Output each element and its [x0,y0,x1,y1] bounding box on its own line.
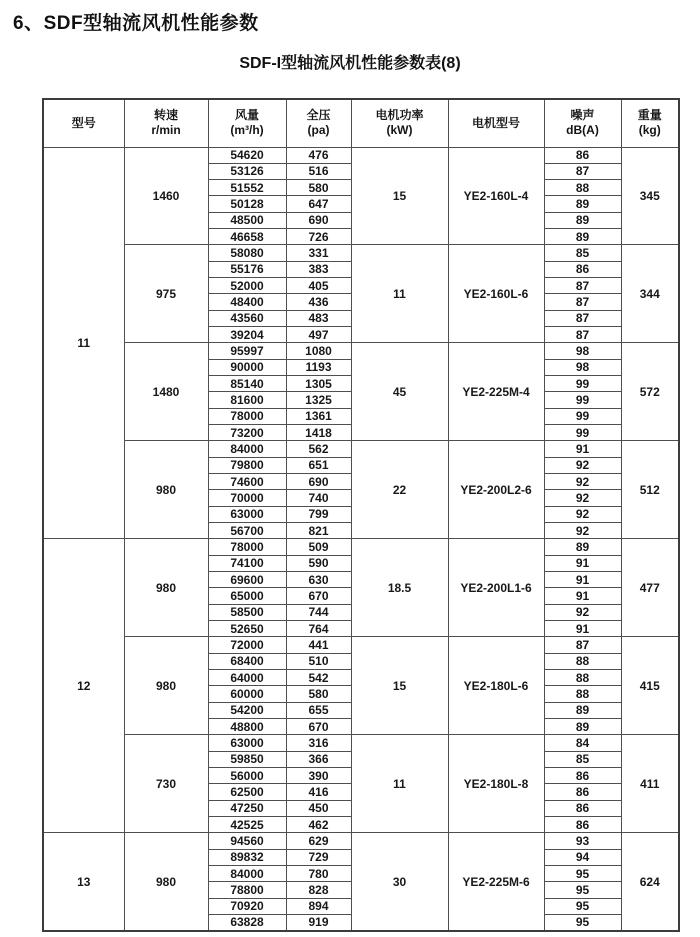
cell-airflow: 90000 [208,359,286,375]
table-row [43,441,679,457]
table-row [43,539,679,555]
header-row [43,99,679,147]
cell-pressure: 690 [286,212,351,228]
cell-airflow: 54200 [208,702,286,718]
cell-airflow: 78000 [208,408,286,424]
cell-airflow: 78800 [208,882,286,898]
cell-power: 15 [351,147,448,245]
cell-pressure: 405 [286,278,351,294]
cell-pressure: 383 [286,261,351,277]
col-header-airflow: 风量 (m³/h) [208,99,286,147]
cell-noise: 92 [544,506,621,522]
cell-noise: 85 [544,751,621,767]
cell-rpm: 980 [124,539,208,637]
cell-model: 11 [43,147,124,539]
cell-noise: 92 [544,604,621,620]
cell-noise: 92 [544,523,621,539]
table-row [43,735,679,751]
cell-airflow: 51552 [208,180,286,196]
cell-noise: 87 [544,278,621,294]
cell-power: 22 [351,441,448,539]
cell-airflow: 85140 [208,376,286,392]
cell-noise: 91 [544,588,621,604]
table-title: SDF-I型轴流风机性能参数表(8) [239,55,461,72]
cell-airflow: 65000 [208,588,286,604]
cell-noise: 95 [544,882,621,898]
cell-noise: 86 [544,261,621,277]
cell-rpm: 980 [124,637,208,735]
cell-noise: 86 [544,784,621,800]
cell-noise: 88 [544,653,621,669]
cell-airflow: 70000 [208,490,286,506]
cell-noise: 91 [544,555,621,571]
cell-noise: 91 [544,441,621,457]
table-header [43,99,679,147]
cell-noise: 98 [544,343,621,359]
cell-noise: 86 [544,816,621,832]
cell-weight: 344 [621,245,679,343]
cell-noise: 95 [544,865,621,881]
cell-airflow: 63828 [208,914,286,930]
cell-pressure: 331 [286,245,351,261]
cell-weight: 345 [621,147,679,245]
cell-pressure: 655 [286,702,351,718]
cell-pressure: 828 [286,882,351,898]
cell-airflow: 94560 [208,833,286,849]
cell-airflow: 70920 [208,898,286,914]
cell-airflow: 48800 [208,718,286,734]
cell-airflow: 48400 [208,294,286,310]
cell-airflow: 59850 [208,751,286,767]
cell-pressure: 647 [286,196,351,212]
cell-noise: 99 [544,408,621,424]
cell-airflow: 50128 [208,196,286,212]
cell-pressure: 580 [286,180,351,196]
cell-power: 15 [351,637,448,735]
cell-noise: 89 [544,539,621,555]
cell-noise: 89 [544,229,621,245]
cell-pressure: 821 [286,523,351,539]
table-row [43,245,679,261]
cell-pressure: 516 [286,163,351,179]
cell-pressure: 894 [286,898,351,914]
cell-airflow: 95997 [208,343,286,359]
cell-airflow: 47250 [208,800,286,816]
cell-airflow: 73200 [208,425,286,441]
col-header-noise: 噪声 dB(A) [544,99,621,147]
cell-noise: 92 [544,490,621,506]
cell-pressure: 450 [286,800,351,816]
cell-pressure: 799 [286,506,351,522]
cell-airflow: 56700 [208,523,286,539]
cell-rpm: 1480 [124,343,208,441]
cell-noise: 87 [544,294,621,310]
col-header-weight: 重量 (kg) [621,99,679,147]
cell-pressure: 670 [286,718,351,734]
cell-pressure: 1080 [286,343,351,359]
cell-rpm: 980 [124,833,208,931]
col-header-pressure: 全压 (pa) [286,99,351,147]
cell-airflow: 72000 [208,637,286,653]
cell-motor-model: YE2-225M-4 [448,343,544,441]
performance-table-container [42,98,680,932]
cell-weight: 477 [621,539,679,637]
cell-airflow: 64000 [208,670,286,686]
cell-noise: 95 [544,898,621,914]
cell-noise: 88 [544,670,621,686]
cell-noise: 99 [544,425,621,441]
table-row [43,343,679,359]
cell-rpm: 730 [124,735,208,833]
cell-airflow: 53126 [208,163,286,179]
cell-pressure: 629 [286,833,351,849]
cell-noise: 89 [544,196,621,212]
cell-noise: 86 [544,800,621,816]
cell-motor-model: YE2-180L-6 [448,637,544,735]
cell-pressure: 740 [286,490,351,506]
cell-airflow: 48500 [208,212,286,228]
cell-airflow: 56000 [208,767,286,783]
cell-noise: 86 [544,147,621,163]
cell-weight: 415 [621,637,679,735]
cell-motor-model: YE2-225M-6 [448,833,544,931]
cell-pressure: 1193 [286,359,351,375]
cell-airflow: 63000 [208,735,286,751]
cell-noise: 89 [544,212,621,228]
cell-airflow: 55176 [208,261,286,277]
cell-pressure: 651 [286,457,351,473]
cell-pressure: 580 [286,686,351,702]
cell-weight: 411 [621,735,679,833]
table-row [43,637,679,653]
cell-pressure: 590 [286,555,351,571]
cell-airflow: 42525 [208,816,286,832]
cell-noise: 84 [544,735,621,751]
cell-pressure: 562 [286,441,351,457]
cell-airflow: 74100 [208,555,286,571]
cell-pressure: 416 [286,784,351,800]
cell-pressure: 690 [286,474,351,490]
cell-power: 18.5 [351,539,448,637]
cell-pressure: 441 [286,637,351,653]
cell-noise: 99 [544,376,621,392]
cell-airflow: 54620 [208,147,286,163]
cell-model: 13 [43,833,124,931]
cell-pressure: 509 [286,539,351,555]
cell-airflow: 39204 [208,327,286,343]
cell-airflow: 60000 [208,686,286,702]
cell-pressure: 919 [286,914,351,930]
cell-noise: 93 [544,833,621,849]
cell-motor-model: YE2-200L1-6 [448,539,544,637]
cell-noise: 87 [544,637,621,653]
cell-pressure: 316 [286,735,351,751]
cell-airflow: 74600 [208,474,286,490]
cell-pressure: 483 [286,310,351,326]
cell-pressure: 1325 [286,392,351,408]
cell-noise: 87 [544,310,621,326]
cell-noise: 92 [544,474,621,490]
cell-airflow: 89832 [208,849,286,865]
cell-noise: 98 [544,359,621,375]
cell-pressure: 764 [286,621,351,637]
cell-pressure: 497 [286,327,351,343]
cell-airflow: 84000 [208,441,286,457]
cell-rpm: 980 [124,441,208,539]
cell-weight: 624 [621,833,679,931]
cell-pressure: 542 [286,670,351,686]
cell-pressure: 744 [286,604,351,620]
cell-noise: 85 [544,245,621,261]
cell-pressure: 436 [286,294,351,310]
cell-power: 45 [351,343,448,441]
cell-pressure: 726 [286,229,351,245]
cell-power: 11 [351,245,448,343]
cell-noise: 92 [544,457,621,473]
cell-airflow: 46658 [208,229,286,245]
cell-noise: 88 [544,686,621,702]
cell-pressure: 729 [286,849,351,865]
table-body [43,147,679,931]
page-title: 6、SDF型轴流风机性能参数 [13,13,259,34]
cell-noise: 87 [544,163,621,179]
col-header-motor-model: 电机型号 [448,99,544,147]
cell-noise: 94 [544,849,621,865]
cell-power: 30 [351,833,448,931]
cell-rpm: 975 [124,245,208,343]
cell-airflow: 58080 [208,245,286,261]
cell-pressure: 1305 [286,376,351,392]
cell-airflow: 69600 [208,572,286,588]
cell-airflow: 62500 [208,784,286,800]
cell-airflow: 52650 [208,621,286,637]
cell-airflow: 58500 [208,604,286,620]
cell-pressure: 366 [286,751,351,767]
cell-pressure: 476 [286,147,351,163]
cell-weight: 572 [621,343,679,441]
cell-noise: 91 [544,572,621,588]
cell-pressure: 670 [286,588,351,604]
cell-pressure: 510 [286,653,351,669]
cell-airflow: 43560 [208,310,286,326]
col-header-rpm: 转速 r/min [124,99,208,147]
cell-noise: 91 [544,621,621,637]
table-row [43,833,679,849]
col-header-model: 型号 [43,99,124,147]
performance-table [42,98,680,932]
cell-airflow: 79800 [208,457,286,473]
cell-motor-model: YE2-200L2-6 [448,441,544,539]
cell-noise: 87 [544,327,621,343]
cell-noise: 86 [544,767,621,783]
cell-noise: 99 [544,392,621,408]
cell-airflow: 81600 [208,392,286,408]
col-header-power: 电机功率 (kW) [351,99,448,147]
cell-noise: 89 [544,718,621,734]
cell-pressure: 1418 [286,425,351,441]
cell-noise: 95 [544,914,621,930]
cell-pressure: 780 [286,865,351,881]
cell-motor-model: YE2-180L-8 [448,735,544,833]
cell-weight: 512 [621,441,679,539]
cell-power: 11 [351,735,448,833]
cell-pressure: 462 [286,816,351,832]
cell-rpm: 1460 [124,147,208,245]
table-row [43,147,679,163]
cell-airflow: 68400 [208,653,286,669]
cell-airflow: 63000 [208,506,286,522]
cell-noise: 88 [544,180,621,196]
cell-model: 12 [43,539,124,833]
cell-airflow: 84000 [208,865,286,881]
cell-pressure: 390 [286,767,351,783]
cell-airflow: 52000 [208,278,286,294]
cell-noise: 89 [544,702,621,718]
cell-motor-model: YE2-160L-4 [448,147,544,245]
cell-airflow: 78000 [208,539,286,555]
cell-pressure: 1361 [286,408,351,424]
cell-pressure: 630 [286,572,351,588]
cell-motor-model: YE2-160L-6 [448,245,544,343]
